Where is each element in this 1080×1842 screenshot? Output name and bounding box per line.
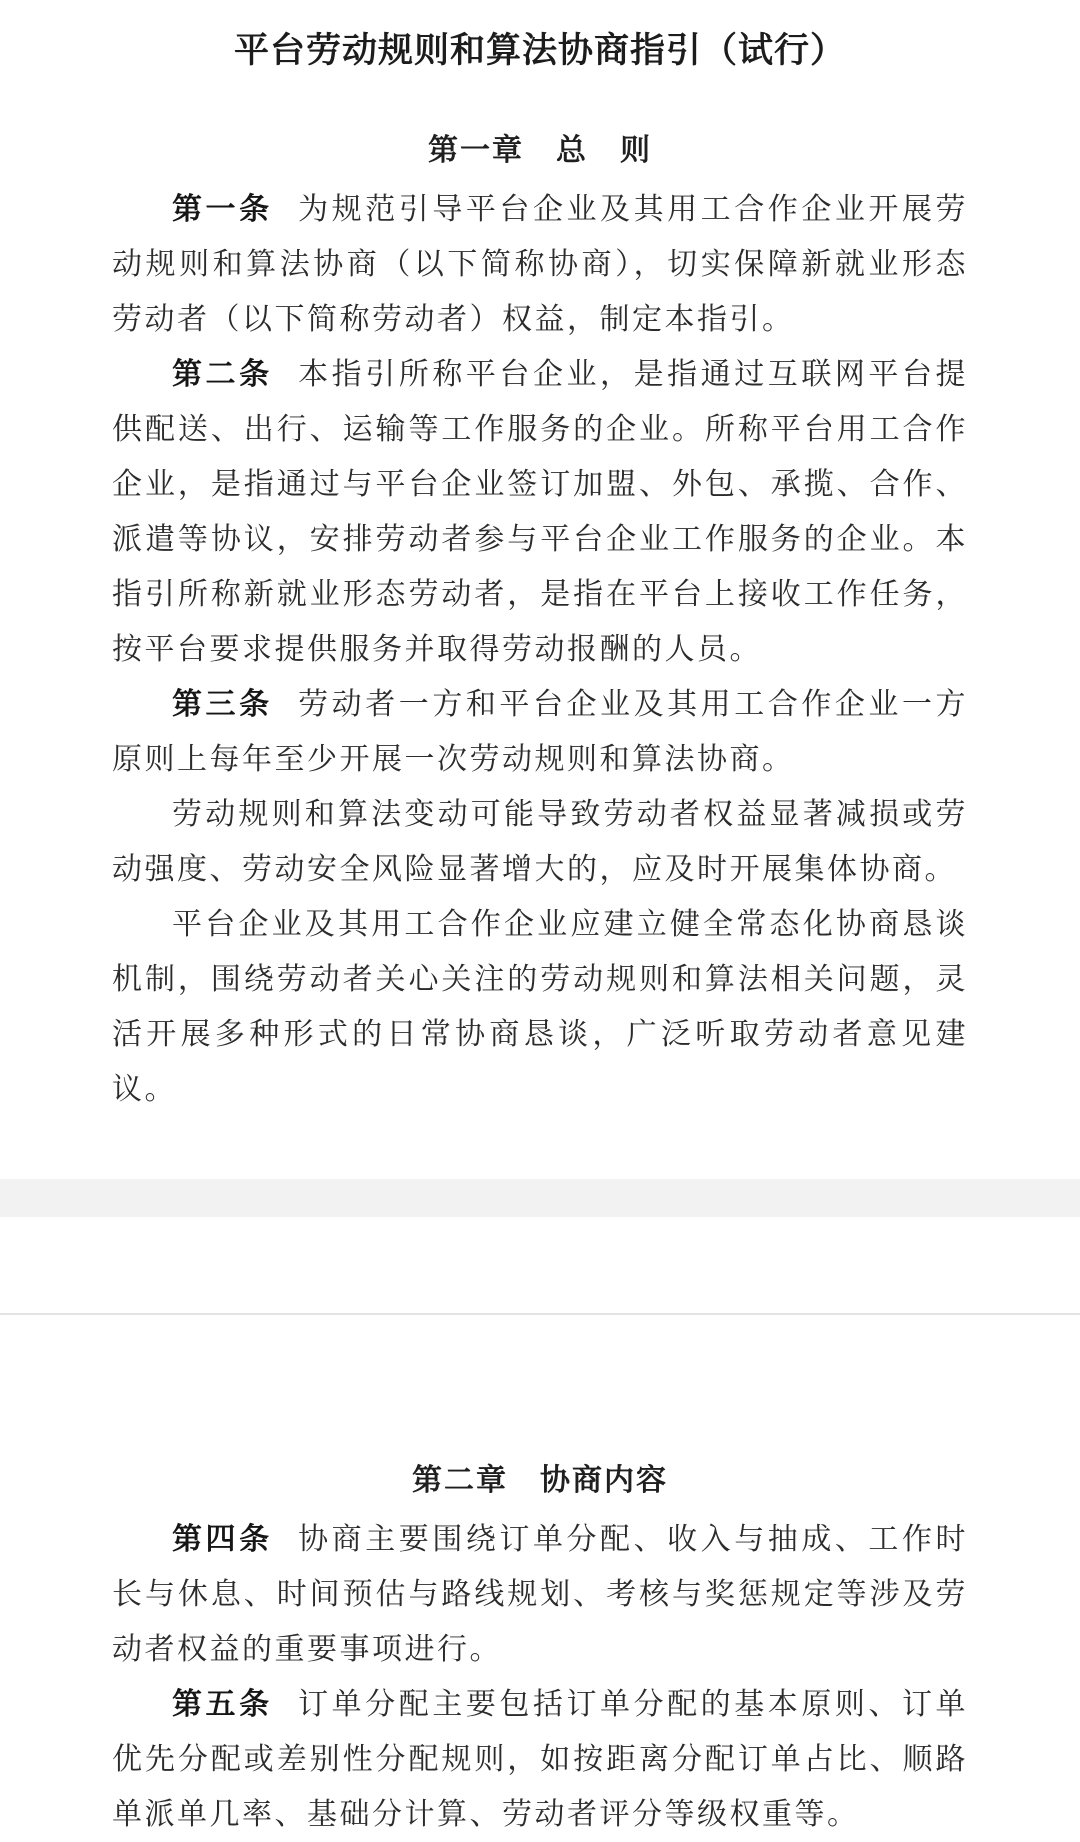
article-3-label: 第三条 [172,688,273,721]
chapter-2-body [112,1512,968,1842]
article-3-text: 劳动者一方和平台企业及其用工合作企业一方原则上每年至少开展一次劳动规则和算法协商。 [112,688,969,776]
article-5-paragraph [112,1677,968,1842]
article-1-paragraph [112,182,968,347]
article-5-text: 订单分配主要包括订单分配的基本原则、订单优先分配或差别性分配规则，如按距离分配订单占比、顺路单派单几率、基础分计算、劳动者评分等级权重等。 [112,1688,969,1831]
chapter-1-heading: 第一章 总 则 [428,134,652,167]
article-3-paragraph-2 [112,787,968,897]
article-3-text-2: 劳动规则和算法变动可能导致劳动者权益显著减损或劳动强度、劳动安全风险显著增大的，应及时开展集体协商。 [112,798,968,886]
chapter-1-body [112,182,968,1117]
article-3-paragraph [112,677,968,787]
document-page-2 [0,1462,1080,1842]
chapter-2-heading: 第二章 协商内容 [412,1464,668,1497]
article-2-label: 第二条 [172,358,273,391]
page-break [0,1117,1080,1315]
article-2-paragraph [112,347,968,677]
article-4-label: 第四条 [172,1523,273,1556]
article-1-label: 第一条 [172,193,273,226]
article-3-paragraph-3 [112,897,968,1117]
page-break-band [0,1179,1080,1217]
article-2-text: 本指引所称平台企业，是指通过互联网平台提供配送、出行、运输等工作服务的企业。所称平台用工合作企业，是指通过与平台企业签订加盟、外包、承揽、合作、派遣等协议，安排劳动者参与平台企业工作服务的企业。本指引所称新就业形态劳动者，是指在平台上接收工作任务，按平台要求提供服务并取得劳动报酬的人员。 [112,358,969,666]
article-1-text: 为规范引导平台企业及其用工合作企业开展劳动规则和算法协商（以下简称协商），切实保障新就业形态劳动者（以下简称劳动者）权益，制定本指引。 [112,193,969,336]
article-4-paragraph [112,1512,968,1677]
article-4-text: 协商主要围绕订单分配、收入与抽成、工作时长与休息、时间预估与路线规划、考核与奖惩规定等涉及劳动者权益的重要事项进行。 [112,1523,969,1666]
document-title: 平台劳动规则和算法协商指引（试行） [233,31,846,70]
page-boundary-line [0,1313,1080,1315]
article-3-text-3: 平台企业及其用工合作企业应建立健全常态化协商恳谈机制，围绕劳动者关心关注的劳动规则和算法相关问题，灵活开展多种形式的日常协商恳谈，广泛听取劳动者意见建议。 [112,908,968,1106]
article-5-label: 第五条 [172,1688,273,1721]
